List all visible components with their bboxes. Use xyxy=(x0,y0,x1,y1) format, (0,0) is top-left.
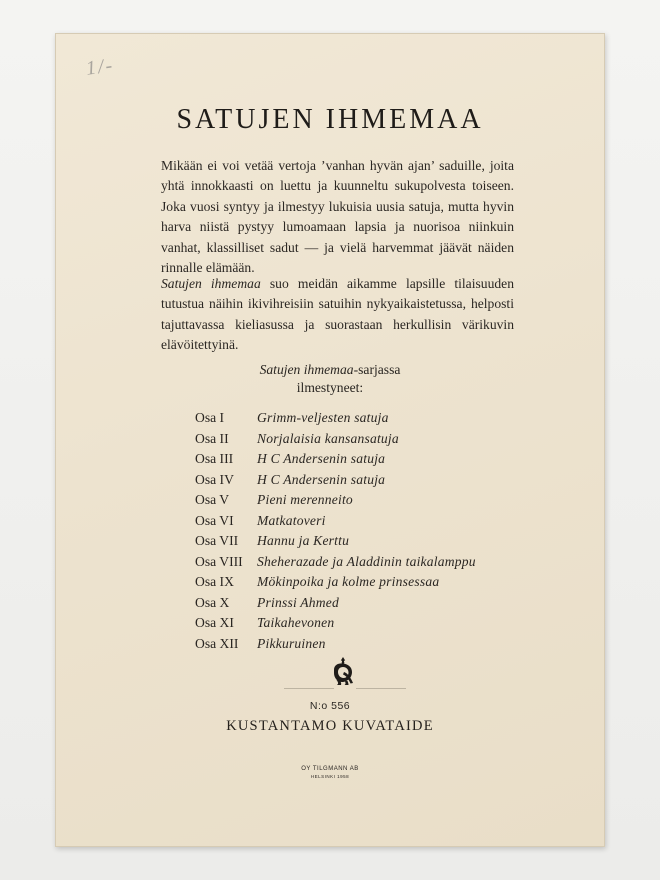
printer-name: OY TILGMANN AB xyxy=(301,766,359,772)
pencil-price-note: 1/- xyxy=(84,54,116,80)
volume-title: Hannu ja Kerttu xyxy=(257,533,350,548)
intro-paragraph: Mikään ei voi vetää vertoja ’vanhan hyvän ajan’ saduille, joita yhtä innokkaasti on luettu ja kuunneltu sukupolvesta toiseen. Joka vuosi syntyy ja ilmestyy lukuisia uusia satuja, mutta hyvin harva niistä pystyy lumoamaan lapsia ja nuorisoa niinkuin vanhat, klassilliset sadut — ja vielä harvemmat jäävät näiden rinnalle elämään. xyxy=(161,158,514,276)
volume-item xyxy=(195,531,476,552)
series-heading-emphasis: Satujen ihmemaa xyxy=(259,362,354,377)
volume-number: Osa V xyxy=(195,492,230,507)
volume-number: Osa VI xyxy=(195,512,234,528)
publisher-logo-icon xyxy=(330,656,356,686)
volume-item xyxy=(195,552,476,573)
volume-number: Osa II xyxy=(195,430,229,446)
volume-number: Osa III xyxy=(195,451,234,466)
volume-number: Osa IV xyxy=(195,471,234,487)
printer-imprint xyxy=(56,765,604,781)
volume-number: Osa VII xyxy=(195,533,239,548)
volume-list xyxy=(195,408,476,654)
logo-rule-right xyxy=(356,688,406,689)
description-paragraph xyxy=(161,274,514,356)
volume-title: Grimm-veljesten satuja xyxy=(257,410,389,425)
volume-title: Sheherazade ja Aladdinin taikalamppu xyxy=(257,553,476,569)
volume-title: Pieni merenneito xyxy=(257,492,353,507)
volume-item xyxy=(195,593,476,614)
volume-number: Osa XI xyxy=(195,615,234,630)
volume-number: Osa VIII xyxy=(195,553,243,569)
volume-item xyxy=(195,613,476,634)
volume-title: Taikahevonen xyxy=(257,615,335,630)
volume-title: Pikkuruinen xyxy=(257,635,326,651)
volume-number: Osa IX xyxy=(195,574,234,589)
series-heading-suffix: -sarjassa xyxy=(353,362,401,377)
volume-item xyxy=(195,634,476,655)
volume-number: Osa XII xyxy=(195,635,239,651)
logo-rule-left xyxy=(284,688,334,689)
volume-title: Norjalaisia kansansatuja xyxy=(257,430,399,446)
volume-title: Matkatoveri xyxy=(257,512,326,528)
book-back-cover xyxy=(55,33,605,847)
page-title: SATUJEN IHMEMAA xyxy=(176,104,484,135)
volume-item xyxy=(195,572,476,593)
series-heading-line1 xyxy=(56,361,604,379)
volume-title: Mökinpoika ja kolme prinsessaa xyxy=(257,574,440,589)
volume-title: H C Andersenin satuja xyxy=(257,471,386,487)
publisher-name: KUSTANTAMO KUVATAIDE xyxy=(226,718,434,734)
catalog-number: N:o 556 xyxy=(309,700,351,712)
series-heading-line2: ilmestyneet: xyxy=(296,380,364,395)
volume-number: Osa I xyxy=(195,410,225,425)
series-heading xyxy=(56,361,604,397)
volume-item xyxy=(195,511,476,532)
series-name-emphasis: Satujen ihmemaa xyxy=(161,276,261,291)
description-text: suo meidän aikamme lapsille tilaisuuden tutustua näihin ikivihreisiin satuihin nykyaikaistetussa, helposti tajuttavassa kieliasussa ja suorastaan herkullisin värikuvin elävöitettyinä. xyxy=(161,276,515,353)
volume-item xyxy=(195,408,476,429)
printer-city-year: HELSINKI 1958 xyxy=(310,774,350,779)
volume-item xyxy=(195,449,476,470)
volume-item xyxy=(195,470,476,491)
volume-title: H C Andersenin satuja xyxy=(257,451,386,466)
volume-number: Osa X xyxy=(195,594,230,610)
volume-item xyxy=(195,429,476,450)
volume-item xyxy=(195,490,476,511)
volume-title: Prinssi Ahmed xyxy=(257,594,340,610)
